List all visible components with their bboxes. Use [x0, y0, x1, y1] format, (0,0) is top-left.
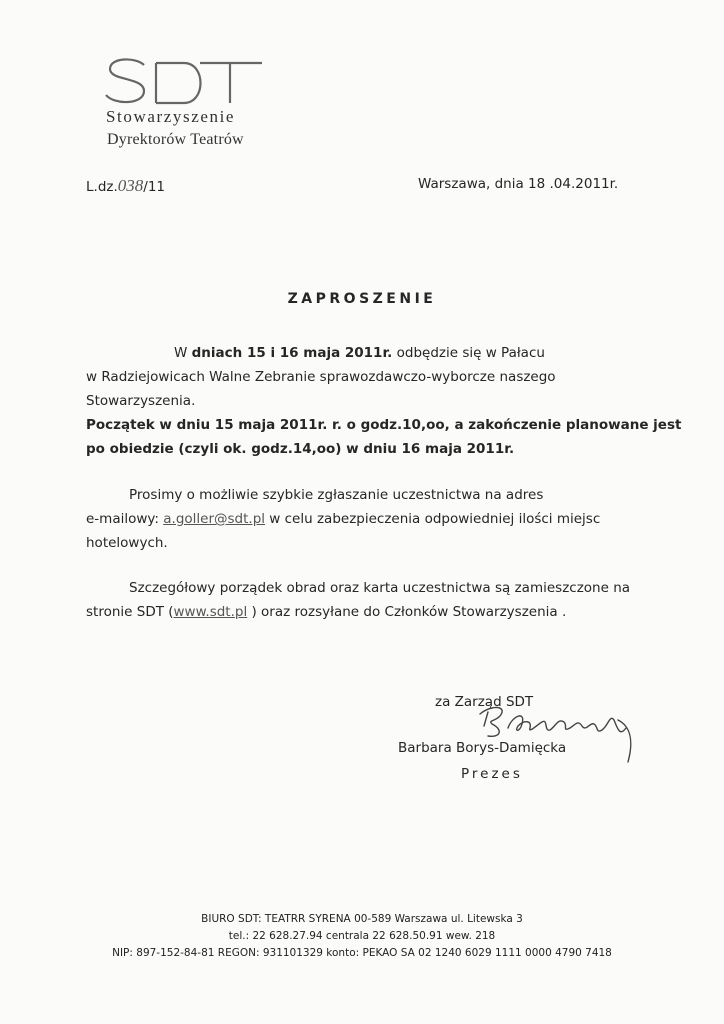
- letter-date: Warszawa, dnia 18 .04.2011r.: [418, 176, 619, 192]
- paragraph-line: e-mailowy: a.goller@sdt.pl w celu zabezpieczenia odpowiedniej ilości miejsc: [86, 511, 601, 527]
- website-link[interactable]: www.sdt.pl: [173, 604, 248, 620]
- footer-phones: tel.: 22 628.27.94 centrala 22 628.50.91 wew. 218: [228, 930, 496, 942]
- paragraph-line: Szczegółowy porządek obrad oraz karta uczestnictwa są zamieszczone na: [129, 580, 631, 596]
- ref-suffix: /11: [143, 179, 165, 195]
- ref-prefix: L.dz.: [86, 179, 118, 195]
- paragraph-line: Prosimy o możliwie szybkie zgłaszanie uczestnictwa na adres: [129, 487, 544, 503]
- paragraph-line: hotelowych.: [86, 535, 168, 551]
- letter-footer: [0, 911, 724, 962]
- paragraph-line: W dniach 15 i 16 maja 2011r. odbędzie się w Pałacu: [174, 345, 545, 361]
- sdt-logo-mark: [104, 55, 274, 107]
- email-link[interactable]: a.goller@sdt.pl: [163, 511, 266, 527]
- schedule-line: Początek w dniu 15 maja 2011r. r. o godz.10,oo, a zakończenie planowane jest: [86, 417, 682, 433]
- signature-on-behalf: za Zarząd SDT: [435, 694, 534, 710]
- paragraph-line: stronie SDT (www.sdt.pl ) oraz rozsyłane do Członków Stowarzyszenia .: [86, 604, 567, 620]
- signatory-name: Barbara Borys-Damięcka: [398, 740, 567, 756]
- paragraph-details: [86, 576, 646, 624]
- paragraph-line: Stowarzyszenia.: [86, 393, 196, 409]
- footer-bank-details: NIP: 897-152-84-81 REGON: 931101329 konto: PEKAO SA 02 1240 6029 1111 0000 4790 7418: [112, 947, 612, 959]
- handwritten-signature: [478, 700, 638, 770]
- event-dates: dniach 15 i 16 maja 2011r.: [191, 345, 393, 361]
- paragraph-invitation: [86, 341, 682, 461]
- footer-address: BIURO SDT: TEATRR SYRENA 00-589 Warszawa ul. Litewska 3: [201, 913, 523, 925]
- logo-line-2: Dyrektorów Teatrów: [107, 131, 244, 148]
- ref-handwritten-number: 038: [117, 176, 144, 195]
- schedule-line: po obiedzie (czyli ok. godz.14,oo) w dniu 16 maja 2011r.: [86, 441, 515, 457]
- paragraph-registration: [86, 483, 646, 555]
- logo-line-1: Stowarzyszenie: [106, 107, 236, 126]
- letter-title: ZAPROSZENIE: [287, 291, 437, 307]
- reference-number: [86, 176, 165, 196]
- sdt-logo: [104, 55, 274, 155]
- signatory-role: Prezes: [461, 766, 523, 782]
- paragraph-line: w Radziejowicach Walne Zebranie sprawozdawczo-wyborcze naszego: [86, 369, 556, 385]
